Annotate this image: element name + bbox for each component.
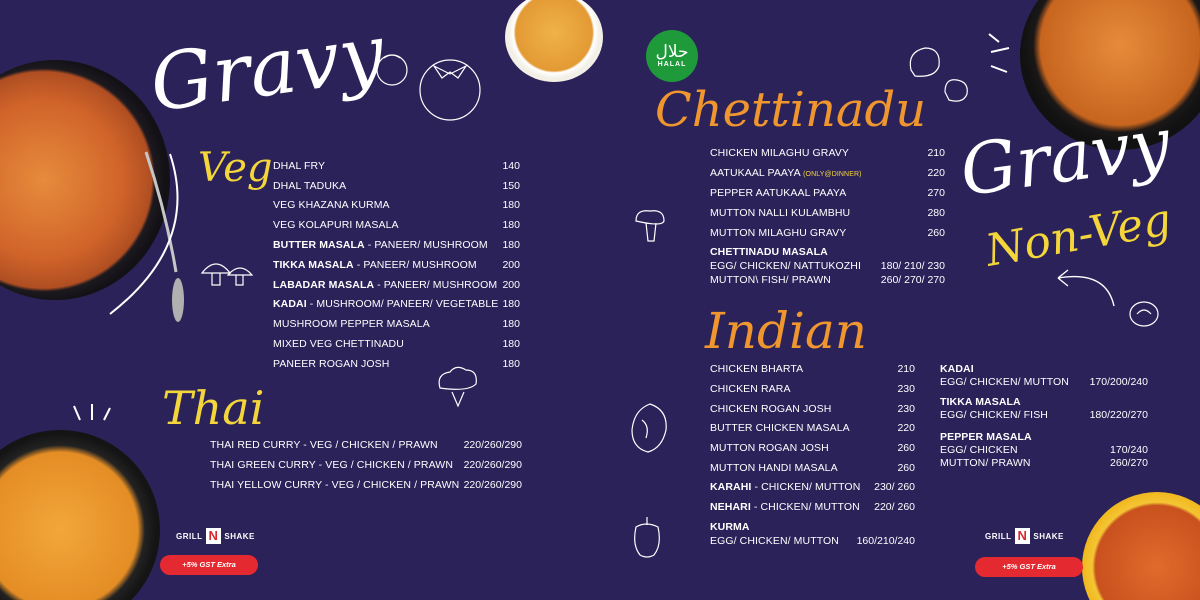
- item-name: PEPPER AATUKAAL PAAYA: [710, 187, 847, 199]
- tikka-curry-bowl: [1082, 492, 1200, 600]
- item-price: 220: [897, 422, 915, 434]
- menu-item: [273, 239, 488, 251]
- item-price: 270: [927, 187, 945, 199]
- menu-item: [273, 160, 325, 172]
- item-name-bold: BUTTER MASALA: [273, 239, 365, 251]
- brand-left-word: GRILL: [985, 531, 1012, 541]
- item-price: 180: [502, 298, 520, 310]
- item-price: 260: [897, 442, 915, 454]
- grill-n-shake-logo-right: [985, 528, 1064, 544]
- item-price: 220/260/290: [463, 459, 522, 471]
- menu-item: [273, 199, 390, 211]
- tikka-masala-heading: TIKKA MASALA: [940, 396, 1021, 408]
- item-name: MUSHROOM PEPPER MASALA: [273, 318, 430, 330]
- broccoli-doodle-icon: [630, 205, 670, 245]
- arrow-doodle-icon: [1050, 262, 1120, 312]
- brand-right-word: SHAKE: [1033, 531, 1064, 541]
- yellow-curry-bowl: [0, 430, 160, 600]
- item-price: 230/ 260: [874, 481, 915, 493]
- item-price: 180: [502, 318, 520, 330]
- dinner-only-note: (ONLY@DINNER): [803, 171, 862, 178]
- item-name: PANEER ROGAN JOSH: [273, 358, 390, 370]
- item-price: 220/ 260: [874, 501, 915, 513]
- item-name-bold: NEHARI: [710, 501, 751, 513]
- item-price: 180/220/270: [1089, 409, 1148, 421]
- menu-item: [710, 167, 862, 179]
- item-price: 210: [897, 363, 915, 375]
- onion-doodle-icon: [1127, 298, 1161, 330]
- kurma-heading: KURMA: [710, 521, 750, 533]
- item-price: 200: [502, 279, 520, 291]
- non-veg-title: Non-Veg: [981, 194, 1175, 277]
- pepper-masala-heading: PEPPER MASALA: [940, 431, 1032, 443]
- menu-item: CHICKEN ROGAN JOSH: [710, 403, 832, 415]
- item-name: CHICKEN MILAGHU GRAVY: [710, 147, 850, 159]
- item-price: 200: [502, 259, 520, 271]
- menu-item: [273, 318, 430, 330]
- chicken-doodle-icon: [628, 400, 672, 456]
- cauliflower-doodle-icon: [434, 366, 482, 410]
- item-price: 180: [502, 219, 520, 231]
- item-name: VEG KOLAPURI MASALA: [273, 219, 399, 231]
- veg-title: Veg: [198, 145, 273, 191]
- mushroom-doodle-icon: [198, 255, 258, 290]
- item-name: DHAL TADUKA: [273, 180, 347, 192]
- tomato-doodle-icon: [372, 48, 482, 123]
- steam-lines-left-icon: [70, 402, 120, 426]
- chettinadu-masala-heading: CHETTINADU MASALA: [710, 246, 828, 258]
- menu-item: [710, 207, 850, 219]
- item-name: DHAL FRY: [273, 160, 326, 172]
- item-price: 140: [502, 160, 520, 172]
- item-price: 260/270: [1110, 457, 1148, 469]
- menu-item: [710, 227, 846, 239]
- item-options: - CHICKEN/ MUTTON: [750, 501, 860, 513]
- thai-title: Thai: [162, 381, 265, 435]
- halal-label: HALAL: [657, 61, 687, 68]
- item-name: MUTTON MILAGHU GRAVY: [710, 227, 847, 239]
- item-options: - PANEER/ MUSHROOM: [353, 259, 477, 271]
- menu-item: [273, 358, 389, 370]
- item-price: 170/240: [1110, 444, 1148, 456]
- menu-item: CHICKEN BHARTA: [710, 363, 804, 375]
- item-price: 220/260/290: [463, 479, 522, 491]
- curry-bowl-top: [505, 0, 603, 82]
- item-name: MIXED VEG CHETTINADU: [273, 338, 404, 350]
- item-price: 180: [502, 358, 520, 370]
- kadai-heading: KADAI: [940, 363, 974, 375]
- menu-item: MUTTON HANDI MASALA: [710, 462, 838, 474]
- gravy-right-title: Gravy: [955, 101, 1175, 213]
- menu-item: MUTTON ROGAN JOSH: [710, 442, 829, 454]
- menu-item: [710, 481, 860, 493]
- menu-item: THAI RED CURRY - VEG / CHICKEN / PRAWN: [210, 439, 438, 451]
- menu-item: THAI YELLOW CURRY - VEG / CHICKEN / PRAWN: [210, 479, 460, 491]
- brand-n-mark: N: [206, 528, 222, 544]
- item-options: - CHICKEN/ MUTTON: [751, 481, 861, 493]
- item-price: 180: [502, 239, 520, 251]
- grill-n-shake-logo-left: [176, 528, 255, 544]
- item-name-bold: LABADAR MASALA: [273, 279, 375, 291]
- chettinadu-title: Chettinadu: [655, 82, 927, 138]
- menu-item: EGG/ CHICKEN/ FISH: [940, 409, 1048, 421]
- menu-item: [273, 219, 399, 231]
- menu-item: EGG/ CHICKEN: [940, 444, 1018, 456]
- gst-note-left: +5% GST Extra: [160, 555, 258, 575]
- menu-item: BUTTER CHICKEN MASALA: [710, 422, 850, 434]
- menu-item: MUTTON\ FISH/ PRAWN: [710, 274, 831, 286]
- item-price: 220/260/290: [463, 439, 522, 451]
- item-price: 150: [502, 180, 520, 192]
- menu-item: [273, 338, 404, 350]
- steam-lines-icon: [985, 30, 1015, 80]
- halal-arabic-text: حلال: [655, 42, 689, 62]
- item-price: 210: [927, 147, 945, 159]
- bell-pepper-doodle-icon: [630, 515, 664, 559]
- item-name-bold: KADAI: [273, 298, 307, 310]
- item-name: MUTTON NALLI KULAMBHU: [710, 207, 851, 219]
- item-price: 230: [897, 383, 915, 395]
- menu-item: CHICKEN RARA: [710, 383, 791, 395]
- item-price: 260: [897, 462, 915, 474]
- brand-right-word: SHAKE: [224, 531, 255, 541]
- menu-item: [273, 259, 477, 271]
- menu-item: [273, 279, 497, 291]
- item-name: VEG KHAZANA KURMA: [273, 199, 390, 211]
- item-price: 230: [897, 403, 915, 415]
- item-price: 180: [502, 338, 520, 350]
- menu-item: [710, 187, 846, 199]
- item-price: 280: [927, 207, 945, 219]
- gravy-left-title: Gravy: [144, 8, 390, 130]
- item-options: - PANEER/ MUSHROOM: [364, 239, 488, 251]
- halal-badge: [646, 30, 698, 82]
- menu-item: [273, 180, 346, 192]
- item-price: 180/ 210/ 230: [880, 260, 945, 272]
- menu-item: EGG/ CHICKEN/ MUTTON: [940, 376, 1069, 388]
- gst-note-right: +5% GST Extra: [975, 557, 1083, 577]
- item-price: 160/210/240: [856, 535, 915, 547]
- brand-left-word: GRILL: [176, 531, 203, 541]
- item-price: 260/ 270/ 270: [880, 274, 945, 286]
- swoosh-doodle-icon: [100, 150, 190, 320]
- indian-title: Indian: [705, 302, 867, 360]
- menu-item: EGG/ CHICKEN/ MUTTON: [710, 535, 839, 547]
- menu-item: THAI GREEN CURRY - VEG / CHICKEN / PRAWN: [210, 459, 454, 471]
- item-name-bold: TIKKA MASALA: [273, 259, 354, 271]
- item-name: AATUKAAL PAAYA: [710, 167, 804, 179]
- menu-item: [710, 147, 849, 159]
- item-price: 220: [927, 167, 945, 179]
- brand-n-mark: N: [1015, 528, 1031, 544]
- item-options: - MUSHROOM/ PANEER/ VEGETABLE: [306, 298, 499, 310]
- menu-item: [710, 501, 860, 513]
- menu-item: [273, 298, 498, 310]
- item-price: 180: [502, 199, 520, 211]
- item-options: - PANEER/ MUSHROOM: [374, 279, 498, 291]
- menu-item: MUTTON/ PRAWN: [940, 457, 1031, 469]
- item-price: 170/200/240: [1089, 376, 1148, 388]
- menu-item: EGG/ CHICKEN/ NATTUKOZHI: [710, 260, 861, 272]
- item-price: 260: [927, 227, 945, 239]
- item-name-bold: KARAHI: [710, 481, 752, 493]
